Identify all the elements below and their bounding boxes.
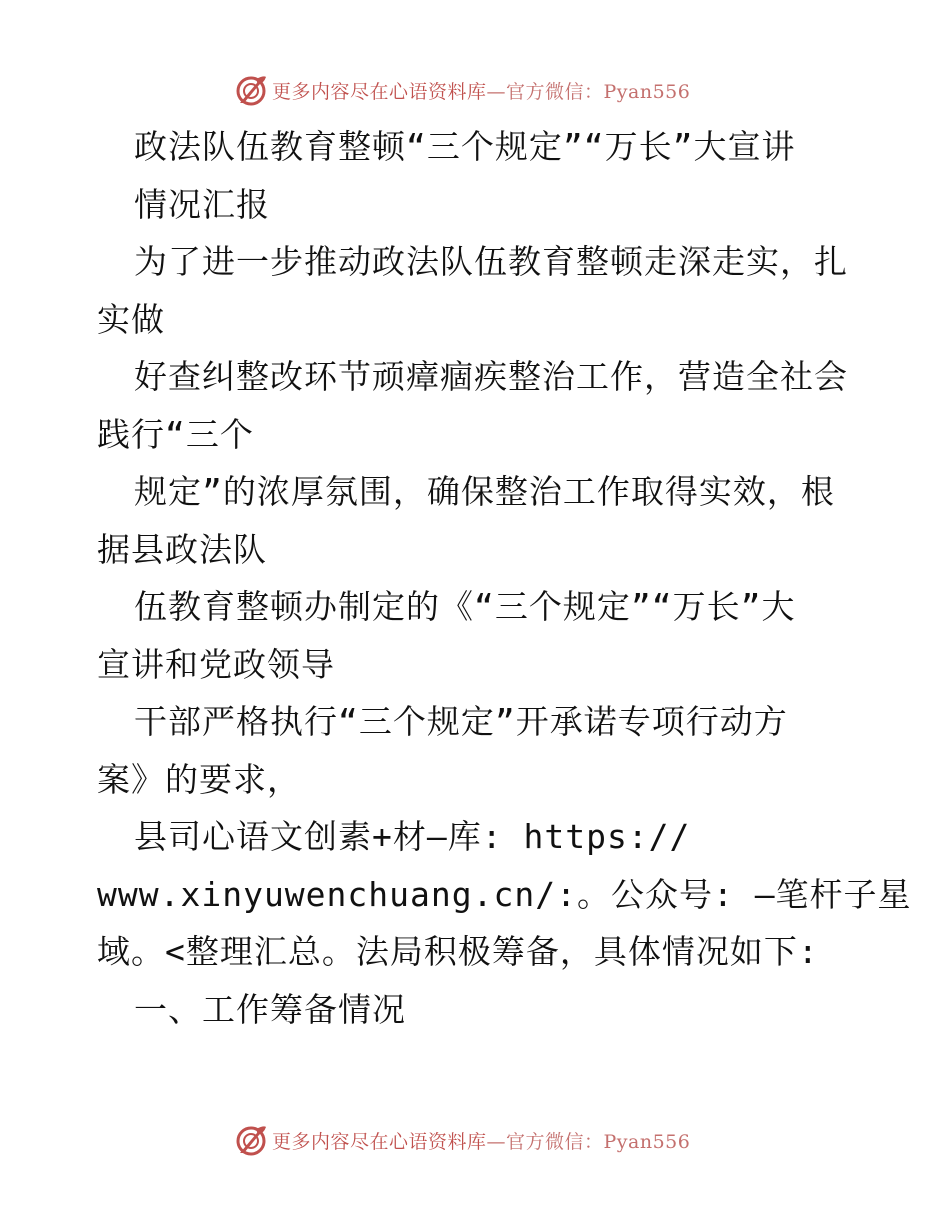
text-line: 一、工作筹备情况 (134, 989, 406, 1029)
footer-banner (234, 1122, 690, 1158)
text-line: 伍教育整顿办制定的《“三个规定”“万长”大 (134, 587, 796, 626)
banner-title: 更多内容尽在心语资料库 (272, 1130, 487, 1153)
text-line: 据县政法队 (97, 529, 267, 569)
text-line: 县司心语文创素+材—库: https:// (134, 817, 691, 856)
text-line: 践行“三个 (97, 414, 254, 454)
text-line: 为了进一步推动政法队伍教育整顿走深走实，扎 (134, 242, 848, 281)
banner-wechat: —官方微信：Pyan556 (486, 1130, 691, 1153)
header-banner (234, 72, 690, 108)
quill-logo-icon (234, 1123, 268, 1157)
document-body (97, 118, 912, 1038)
text-line: www.xinyuwenchuang.cn/:。公众号: —笔杆子星 (97, 874, 912, 914)
text-line: 实做 (97, 299, 165, 339)
banner-wechat: —官方微信：Pyan556 (486, 80, 691, 103)
text-line: 政法队伍教育整顿“三个规定”“万长”大宣讲 (134, 127, 796, 166)
text-line: 域。<整理汇总。法局积极筹备，具体情况如下: (97, 932, 819, 971)
text-line: 案》的要求， (97, 759, 301, 799)
text-line: 情况汇报 (134, 184, 270, 224)
text-line: 干部严格执行“三个规定”开承诺专项行动方 (134, 702, 788, 741)
banner-title: 更多内容尽在心语资料库 (272, 80, 487, 103)
text-line: 好查纠整改环节顽瘴痼疾整治工作，营造全社会 (134, 357, 848, 396)
quill-logo-icon (234, 73, 268, 107)
text-line: 规定”的浓厚氛围，确保整治工作取得实效，根 (134, 472, 835, 511)
text-line: 宣讲和党政领导 (97, 644, 335, 684)
